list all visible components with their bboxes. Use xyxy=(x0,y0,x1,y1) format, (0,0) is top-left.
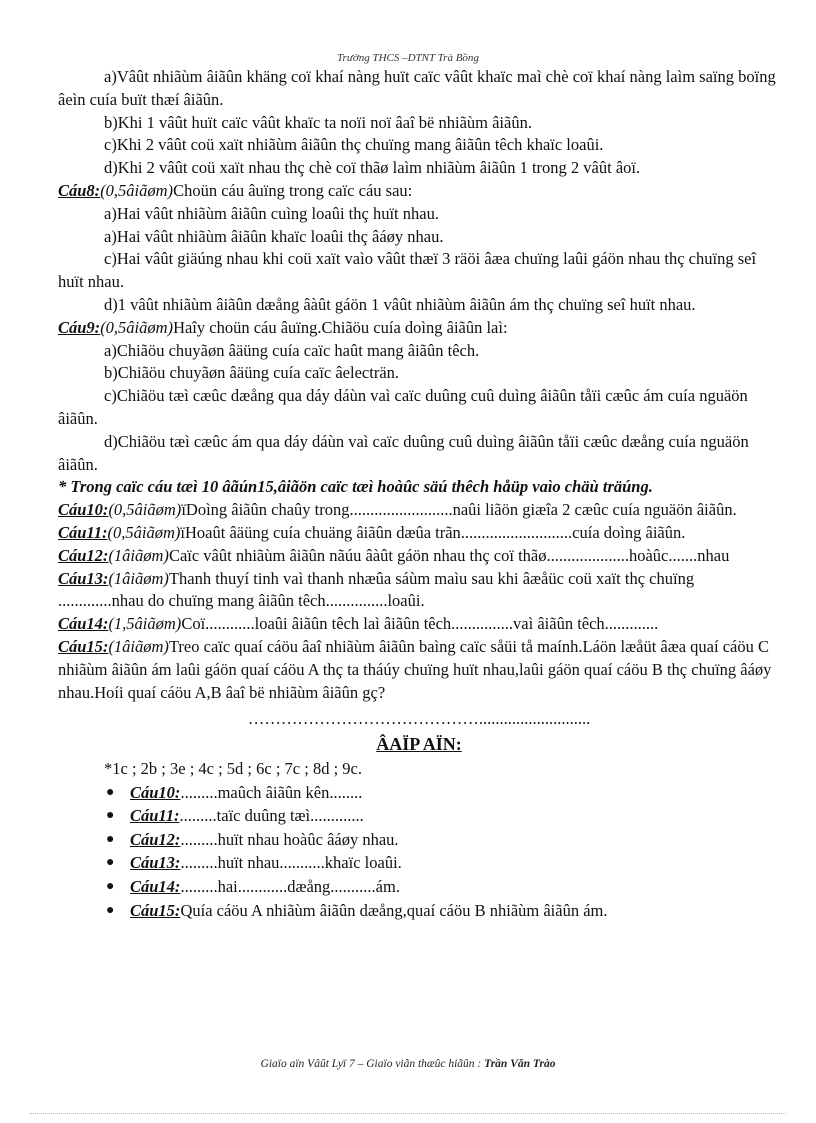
question-8-option: a)Hai vâût nhiãùm âiãûn cuìng loaûi thç huït nhau. xyxy=(104,203,439,223)
answer-text: .........maûch âiãûn kên........ xyxy=(180,782,363,802)
question-11-label: Cáu11: xyxy=(58,522,108,542)
question-8-option: c)Hai vâût giäúng nhau khi coü xaït vaìo vâût thæï 3 räöi âæa chuïng laûi gáön nhau thç chuïng seî huït nhau. xyxy=(58,249,757,292)
fill-in-instruction: * Trong caïc cáu tæì 10 âãún15,âiãön caïc tæì hoàûc säú thêch håüp vaìo chäù träúng. xyxy=(58,477,653,497)
question-15-label: Cáu15: xyxy=(58,636,109,656)
question-13-label: Cáu13: xyxy=(58,568,109,588)
question-8-option: a)Hai vâût nhiãùm âiãûn khaïc loaûi thç âáøy nhau. xyxy=(104,226,444,246)
question-11-score: (0,5âiãøm) xyxy=(107,522,181,542)
question-9-option: b)Chiãöu chuyãøn âäüng cuía caïc âelecträn. xyxy=(104,363,400,383)
bullet-icon: ● xyxy=(106,784,115,800)
question-9-score: (0,5âiãøm) xyxy=(100,317,174,337)
question-14-text: Coï............loaûi âiãûn têch laì âiãûn têch...............vaì âiãûn têch............. xyxy=(181,614,659,634)
answer-text: .........huït nhau...........khaïc loaûi. xyxy=(180,853,402,873)
list-item xyxy=(104,899,780,923)
answer-text: .........hai............dæång...........ám. xyxy=(180,877,400,897)
answer-keys: *1c ; 2b ; 3e ; 4c ; 5d ; 6c ; 7c ; 8d ; 9c. xyxy=(104,758,362,778)
statement-d: d)Khi 2 vâût coü xaït nhau thç chè coï thãø laìm nhiãùm âiãûn 1 trong 2 vâût âoï. xyxy=(104,158,641,178)
question-8-score: (0,5âiãøm) xyxy=(100,180,174,200)
bullet-icon: ● xyxy=(106,902,115,918)
question-9-option: d)Chiãöu tæì cæûc ám qua dáy dáùn vaì caïc duûng cuû duìng âiãûn tåïi cæûc dæång cuía nguäön âiãûn. xyxy=(58,431,749,474)
question-11 xyxy=(58,522,780,545)
page-header: Trường THCS –DTNT Trà Bồng xyxy=(337,52,479,64)
question-15 xyxy=(58,636,780,704)
document-body xyxy=(58,66,780,922)
bullet-icon: ● xyxy=(106,831,115,847)
answer-label: Cáu13: xyxy=(130,853,181,873)
question-15-score: (1âiãøm) xyxy=(108,636,169,656)
bullet-icon: ● xyxy=(106,879,115,895)
question-12 xyxy=(58,545,780,568)
question-12-text: Caïc vâût nhiãùm âiãûn nãúu âàût gáön nhau thç coï thãø....................hoàûc.......nhau xyxy=(168,545,730,565)
list-item xyxy=(104,875,780,899)
question-8-option: d)1 vâût nhiãùm âiãûn dæång âàût gáön 1 vâût nhiãùm âiãûn ám thç chuïng seî huït nhau. xyxy=(104,294,696,314)
statement-b: b)Khi 1 vâût huït caïc vâût khaïc ta noïi noï âaî bë nhiãùm âiãûn. xyxy=(104,112,532,132)
question-14-label: Cáu14: xyxy=(58,614,109,634)
page-footer xyxy=(0,1058,816,1070)
list-item xyxy=(104,781,780,805)
question-14-score: (1,5âiãøm) xyxy=(108,614,182,634)
list-item xyxy=(104,851,780,875)
list-item xyxy=(104,804,780,828)
question-10-score: (0,5âiãøm) xyxy=(108,500,182,520)
question-9-option: c)Chiãöu tæì cæûc dæång qua dáy dáùn vaì caïc duûng cuû duìng âiãûn tåïi cæûc ám cuía nguäön âiãûn. xyxy=(58,386,748,428)
question-13-text: Thanh thuyí tinh vaì thanh nhæûa sáùm maìu sau khi âæåüc coü xaït thç chuïng .............nhau do chuïng mang âiãûn têch...............loaûi. xyxy=(58,568,695,611)
bottom-divider xyxy=(30,1113,786,1114)
question-10-label: Cáu10: xyxy=(58,500,109,520)
separator-line: ……………………………………........................... xyxy=(247,709,591,729)
answer-label: Cáu12: xyxy=(130,829,181,849)
bullet-icon: ● xyxy=(106,855,115,871)
question-9-option: a)Chiãöu chuyãøn âäüng cuía caïc haût mang âiãûn têch. xyxy=(104,340,480,360)
question-13-score: (1âiãøm) xyxy=(108,568,169,588)
answer-label: Cáu11: xyxy=(130,806,180,826)
answer-title: ÂAÏP AÏN: xyxy=(376,734,462,755)
question-8-text: Choün cáu âuïng trong caïc cáu sau: xyxy=(173,180,413,200)
question-14 xyxy=(58,613,780,636)
answer-text: Quía cáöu A nhiãùm âiãûn dæång,quaí cáöu B nhiãùm âiãûn ám. xyxy=(180,900,608,920)
question-10-text: ïDoìng âiãûn chaûy trong.........................naûi liãön giæîa 2 cæûc cuía nguäön âiãûn. xyxy=(181,500,737,520)
question-10 xyxy=(58,499,780,522)
question-9-text: Haîy choün cáu âuïng.Chiãöu cuía doìng âiãûn laì: xyxy=(173,317,508,337)
answer-list xyxy=(58,781,780,923)
statement-c: c)Khi 2 vâût coü xaït nhiãùm âiãûn thç chuïng mang âiãûn têch khaïc loaûi. xyxy=(104,135,604,155)
question-9 xyxy=(58,317,780,340)
footer-author: Trần Văn Trào xyxy=(484,1058,556,1070)
list-item xyxy=(104,828,780,852)
question-12-label: Cáu12: xyxy=(58,545,109,565)
question-9-label: Cáu9: xyxy=(58,317,101,337)
question-8 xyxy=(58,180,780,203)
question-15-text: Treo caïc quaí cáöu âaî nhiãùm âiãûn baìng caïc såüi tå maính.Láön læåüt âæa quaí cáöu C nhiãùm âiãûn ám laûi gáön quaí cáöu A thç ta tháúy chuïng huït nhau,laûi gáön quaí cáöu B thç chuïng âáøy nhau.Hoíi quaí cáöu A,B âaî bë nhiãùm âiãûn gç? xyxy=(58,636,772,702)
question-12-score: (1âiãøm) xyxy=(108,545,169,565)
question-13 xyxy=(58,568,780,614)
bullet-icon: ● xyxy=(106,808,115,824)
answer-label: Cáu14: xyxy=(130,877,181,897)
answer-label: Cáu15: xyxy=(130,900,181,920)
statement-a: a)Vâût nhiãùm âiãûn khäng coï khaí nàng huït caïc vâût khaïc maì chè coï khaí nàng laìm saïng boïng âeìn cuía buït thæí âiãûn. xyxy=(58,67,776,109)
answer-label: Cáu10: xyxy=(130,782,181,802)
footer-text: Giaïo aïn Vâût Lyï 7 – Giaïo viãn thæûc hiãûn : xyxy=(260,1058,485,1070)
answer-text: .........huït nhau hoàûc âáøy nhau. xyxy=(180,829,399,849)
question-11-text: ïHoaût âäüng cuía chuäng âiãûn dæûa trãn...........................cuía doìng âiãûn. xyxy=(180,522,686,542)
answer-text: .........taïc duûng tæì............. xyxy=(179,806,364,826)
question-8-label: Cáu8: xyxy=(58,180,101,200)
